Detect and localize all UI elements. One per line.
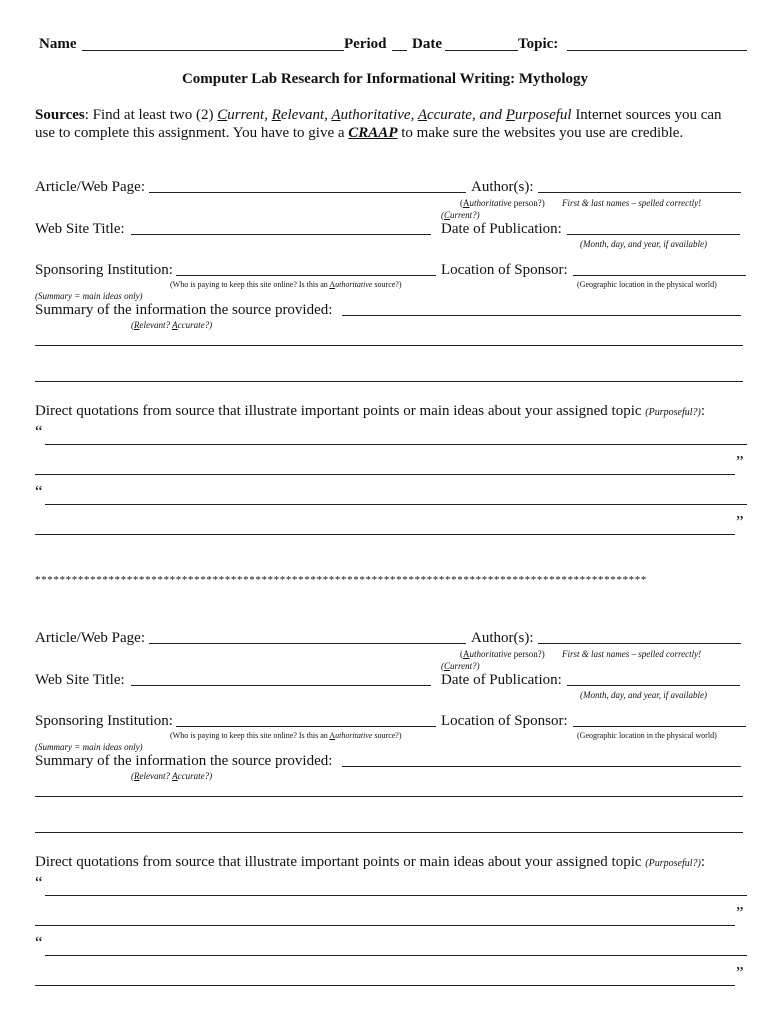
article-field[interactable] [149, 192, 466, 193]
website-title-field[interactable] [131, 234, 431, 235]
sponsor-hint: (Who is paying to keep this site online? Is this an Authoritative source?) [170, 280, 402, 289]
article-field[interactable] [149, 643, 466, 644]
location-of-sponsor-field[interactable] [573, 726, 746, 727]
summary-field-line-1[interactable] [342, 766, 741, 767]
topic-field[interactable] [567, 50, 747, 51]
open-quote-mark: “ [35, 422, 43, 441]
quotes-label: Direct quotations from source that illustrate important points or main ideas about your assigned topic (Purposeful?): [35, 854, 706, 870]
author-label: Author(s): [471, 630, 534, 646]
summary-field-line-2[interactable] [35, 796, 743, 797]
quotation-1-line-2[interactable] [35, 925, 735, 926]
close-quote-mark: ” [736, 963, 744, 982]
open-quote-mark: “ [35, 482, 43, 501]
sponsoring-institution-label: Sponsoring Institution: [35, 713, 173, 729]
website-title-label: Web Site Title: [35, 221, 125, 237]
close-quote-mark: ” [736, 452, 744, 471]
date-of-publication-field[interactable] [567, 234, 740, 235]
website-title-label: Web Site Title: [35, 672, 125, 688]
quotation-2-line-1[interactable] [45, 504, 747, 505]
sources-instructions-line-1: Sources: Find at least two (2) Current, Relevant, Authoritative, Accurate, and Purposeful Internet sources you can [35, 107, 722, 123]
close-quote-mark: ” [736, 512, 744, 531]
author-hint: (Authoritative person?) [460, 649, 545, 659]
quotation-1-line-2[interactable] [35, 474, 735, 475]
website-title-field[interactable] [131, 685, 431, 686]
craap-term: CRAAP [348, 125, 398, 141]
author-names-hint: First & last names – spelled correctly! [562, 649, 702, 659]
current-hint: (Current?) [441, 210, 480, 220]
summary-label: Summary of the information the source provided: [35, 753, 333, 769]
relevant-accurate-hint: (Relevant? Accurate?) [131, 320, 213, 330]
quotation-2-line-1[interactable] [45, 955, 747, 956]
summary-field-line-3[interactable] [35, 381, 743, 382]
article-label: Article/Web Page: [35, 630, 146, 646]
date-of-publication-field[interactable] [567, 685, 740, 686]
sources-label: Sources [35, 107, 85, 123]
article-label: Article/Web Page: [35, 179, 146, 195]
author-hint: (Authoritative person?) [460, 198, 545, 208]
open-quote-mark: “ [35, 933, 43, 952]
quotes-label: Direct quotations from source that illustrate important points or main ideas about your assigned topic (Purposeful?): [35, 403, 706, 419]
summary-field-line-2[interactable] [35, 345, 743, 346]
page-title: Computer Lab Research for Informational Writing: Mythology [181, 71, 589, 87]
sponsor-hint: (Who is paying to keep this site online? Is this an Authoritative source?) [170, 731, 402, 740]
quotation-2-line-2[interactable] [35, 985, 735, 986]
date-hint: (Month, day, and year, if available) [580, 690, 707, 700]
author-names-hint: First & last names – spelled correctly! [562, 198, 702, 208]
name-field[interactable] [82, 50, 344, 51]
date-hint: (Month, day, and year, if available) [580, 239, 707, 249]
section-divider: **************************************************************************************************** [35, 574, 647, 586]
location-of-sponsor-label: Location of Sponsor: [441, 262, 568, 278]
summary-hint: (Summary = main ideas only) [35, 291, 143, 301]
current-hint: (Current?) [441, 661, 480, 671]
period-label: Period [344, 36, 387, 52]
summary-field-line-1[interactable] [342, 315, 741, 316]
quotation-1-line-1[interactable] [45, 444, 747, 445]
summary-hint: (Summary = main ideas only) [35, 742, 143, 752]
author-field[interactable] [538, 192, 741, 193]
summary-field-line-3[interactable] [35, 832, 743, 833]
quotation-2-line-2[interactable] [35, 534, 735, 535]
name-label: Name [39, 36, 77, 52]
topic-label: Topic: [518, 36, 559, 52]
sources-instructions-line-2: use to complete this assignment. You have to give a CRAAP to make sure the websites you use are credible. [35, 125, 684, 141]
close-quote-mark: ” [736, 903, 744, 922]
location-hint: (Geographic location in the physical world) [577, 280, 717, 289]
summary-label: Summary of the information the source provided: [35, 302, 333, 318]
sponsoring-institution-field[interactable] [176, 275, 436, 276]
author-field[interactable] [538, 643, 741, 644]
date-of-publication-label: Date of Publication: [441, 221, 562, 237]
date-field[interactable] [445, 50, 518, 51]
relevant-accurate-hint: (Relevant? Accurate?) [131, 771, 213, 781]
period-field[interactable] [392, 50, 407, 51]
sponsoring-institution-label: Sponsoring Institution: [35, 262, 173, 278]
date-of-publication-label: Date of Publication: [441, 672, 562, 688]
location-of-sponsor-label: Location of Sponsor: [441, 713, 568, 729]
sponsoring-institution-field[interactable] [176, 726, 436, 727]
author-label: Author(s): [471, 179, 534, 195]
quotation-1-line-1[interactable] [45, 895, 747, 896]
location-hint: (Geographic location in the physical world) [577, 731, 717, 740]
location-of-sponsor-field[interactable] [573, 275, 746, 276]
date-label: Date [412, 36, 442, 52]
open-quote-mark: “ [35, 873, 43, 892]
